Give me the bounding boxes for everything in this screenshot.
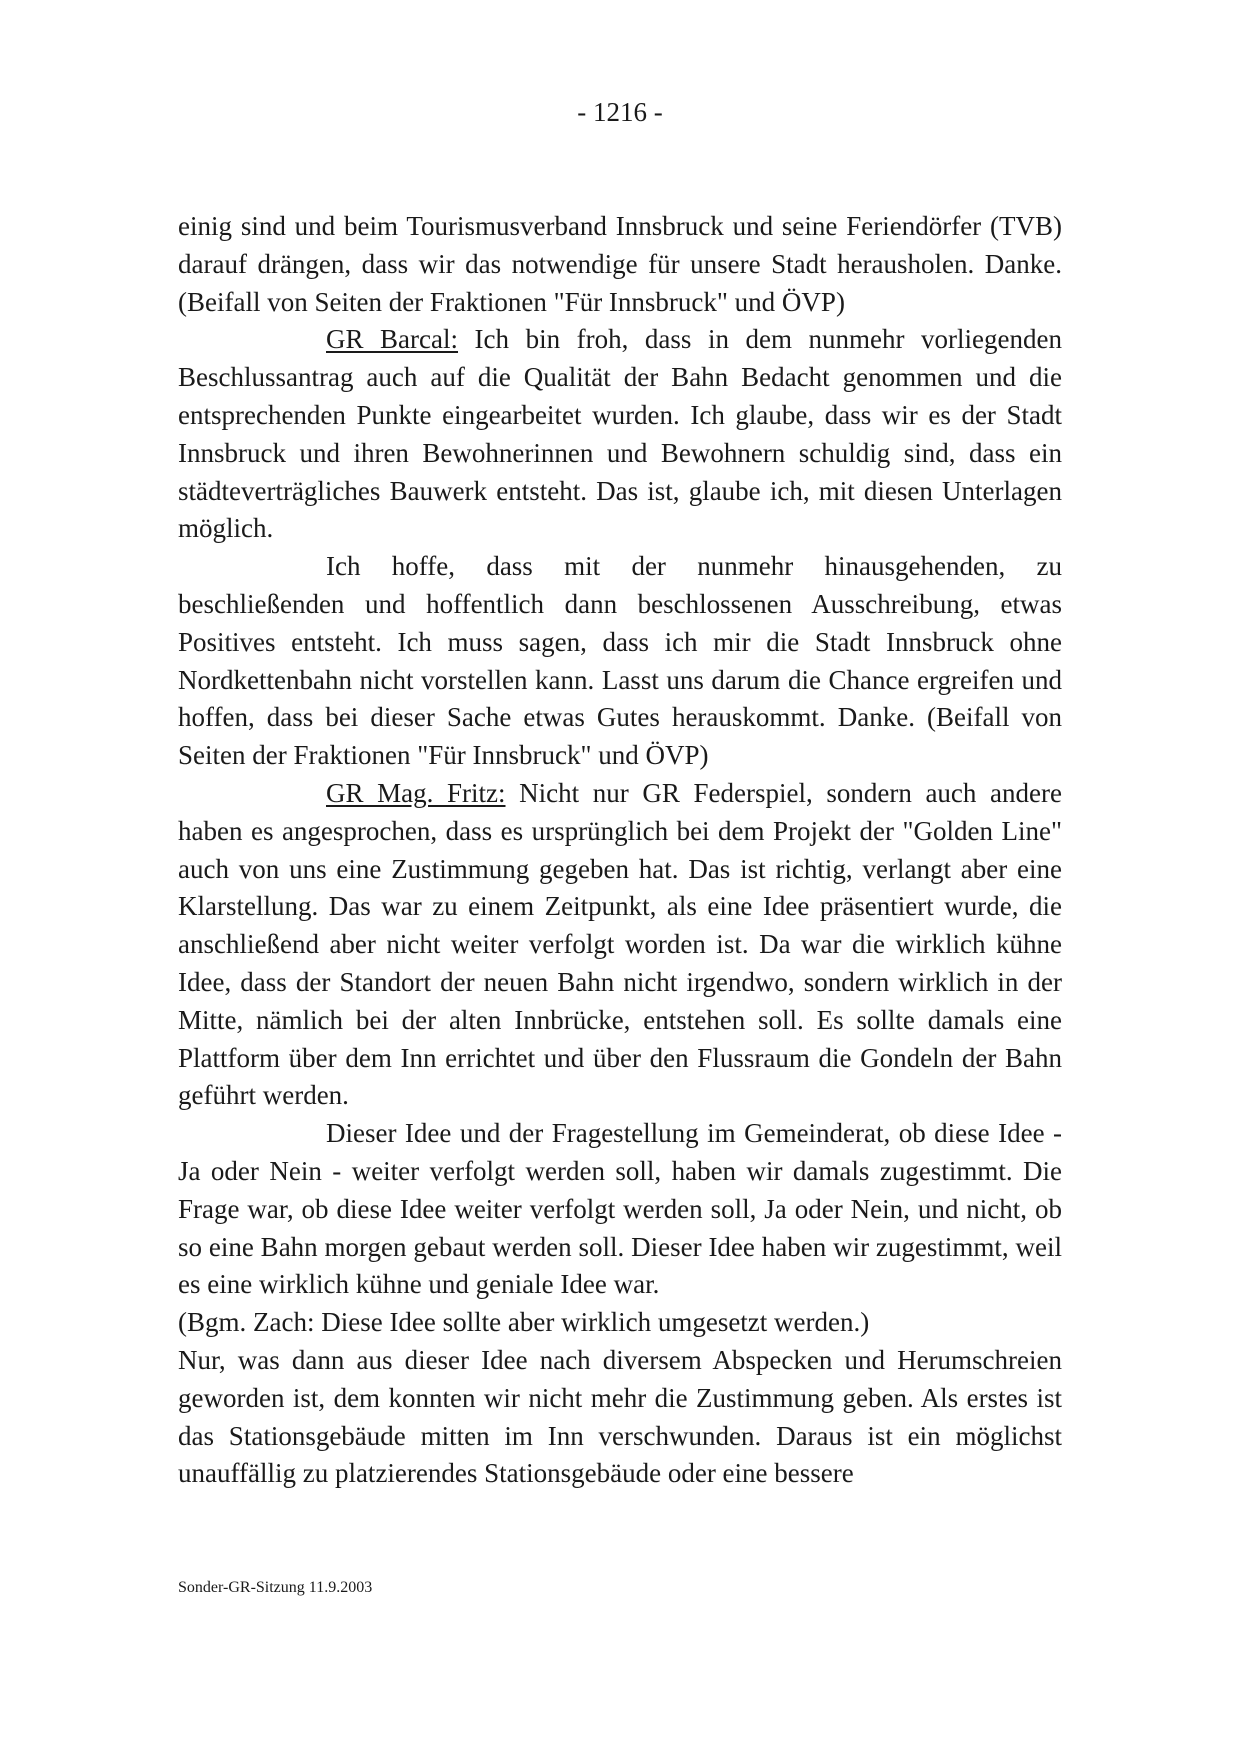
speech-text: Ich bin froh, dass in dem nunmehr vorliegenden Beschlussantrag auch auf die Qualität der Bahn Bedacht genommen und die entsprechenden Punkte eingearbeitet wurden. Ich glaube, dass wir es der Stadt Innsbruck und ihren Bewohnerinnen und Bewohnern schuldig sind, dass ein städteverträgliches Bauwerk entsteht. Das ist, glaube ich, mit diesen Unterlagen möglich. bbox=[178, 324, 1062, 544]
page-number: - 1216 - bbox=[577, 97, 663, 127]
paragraph-7: Nur, was dann aus dieser Idee nach diversem Abspecken und Herumschreien geworden ist, dem konnten wir nicht mehr die Zustimmung geben. Als erstes ist das Stationsgebäude mitten im Inn verschwunden. Daraus ist ein möglichst unauffällig zu platzierendes Stationsgebäude oder eine bessere bbox=[178, 1344, 1062, 1489]
document-body bbox=[178, 208, 1062, 1493]
paragraph-5: Dieser Idee und der Fragestellung im Gemeinderat, ob diese Idee - Ja oder Nein - weiter verfolgt werden soll, haben wir damals zugestimmt. Die Frage war, ob diese Idee weiter verfolgt werden soll, Ja oder Nein, und nicht, ob so eine Bahn morgen gebaut werden soll. Dieser Idee haben wir zugestimmt, weil es eine wirklich kühne und geniale Idee war. bbox=[178, 1118, 1062, 1300]
paragraph-6: (Bgm. Zach: Diese Idee sollte aber wirklich umgesetzt werden.) bbox=[178, 1307, 870, 1338]
speaker-name: GR Barcal: bbox=[326, 324, 459, 355]
paragraph-2 bbox=[178, 321, 1062, 548]
paragraph-3: Ich hoffe, dass mit der nunmehr hinausgehenden, zu beschließenden und hoffentlich dann beschlossenen Ausschreibung, etwas Positives entsteht. Ich muss sagen, dass ich mir die Stadt Innsbruck ohne Nordkettenbahn nicht vorstellen kann. Lasst uns darum die Chance ergreifen und hoffen, dass bei dieser Sache etwas Gutes herauskommt. Danke. (Beifall von Seiten der Fraktionen "Für Innsbruck" und ÖVP) bbox=[178, 551, 1062, 771]
paragraph-4 bbox=[178, 775, 1062, 1115]
speaker-name: GR Mag. Fritz: bbox=[326, 777, 506, 808]
paragraph-1: einig sind und beim Tourismusverband Innsbruck und seine Feriendörfer (TVB) darauf drängen, dass wir das notwendige für unsere Stadt herausholen. Danke. (Beifall von Seiten der Fraktionen "Für Innsbruck" und ÖVP) bbox=[178, 211, 1062, 317]
footer-text: Sonder-GR-Sitzung 11.9.2003 bbox=[178, 1579, 373, 1596]
speech-text: Nicht nur GR Federspiel, sondern auch andere haben es angesprochen, dass es ursprünglich bei dem Projekt der "Golden Line" auch von uns eine Zustimmung gegeben hat. Das ist richtig, verlangt aber eine Klarstellung. Das war zu einem Zeitpunkt, als eine Idee präsentiert wurde, die anschließend aber nicht weiter verfolgt worden ist. Da war die wirklich kühne Idee, dass der Standort der neuen Bahn nicht irgendwo, sondern wirklich in der Mitte, nämlich bei der alten Innbrücke, entstehen soll. Es sollte damals eine Plattform über dem Inn errichtet und über den Flussraum die Gondeln der Bahn geführt werden. bbox=[178, 777, 1062, 1111]
